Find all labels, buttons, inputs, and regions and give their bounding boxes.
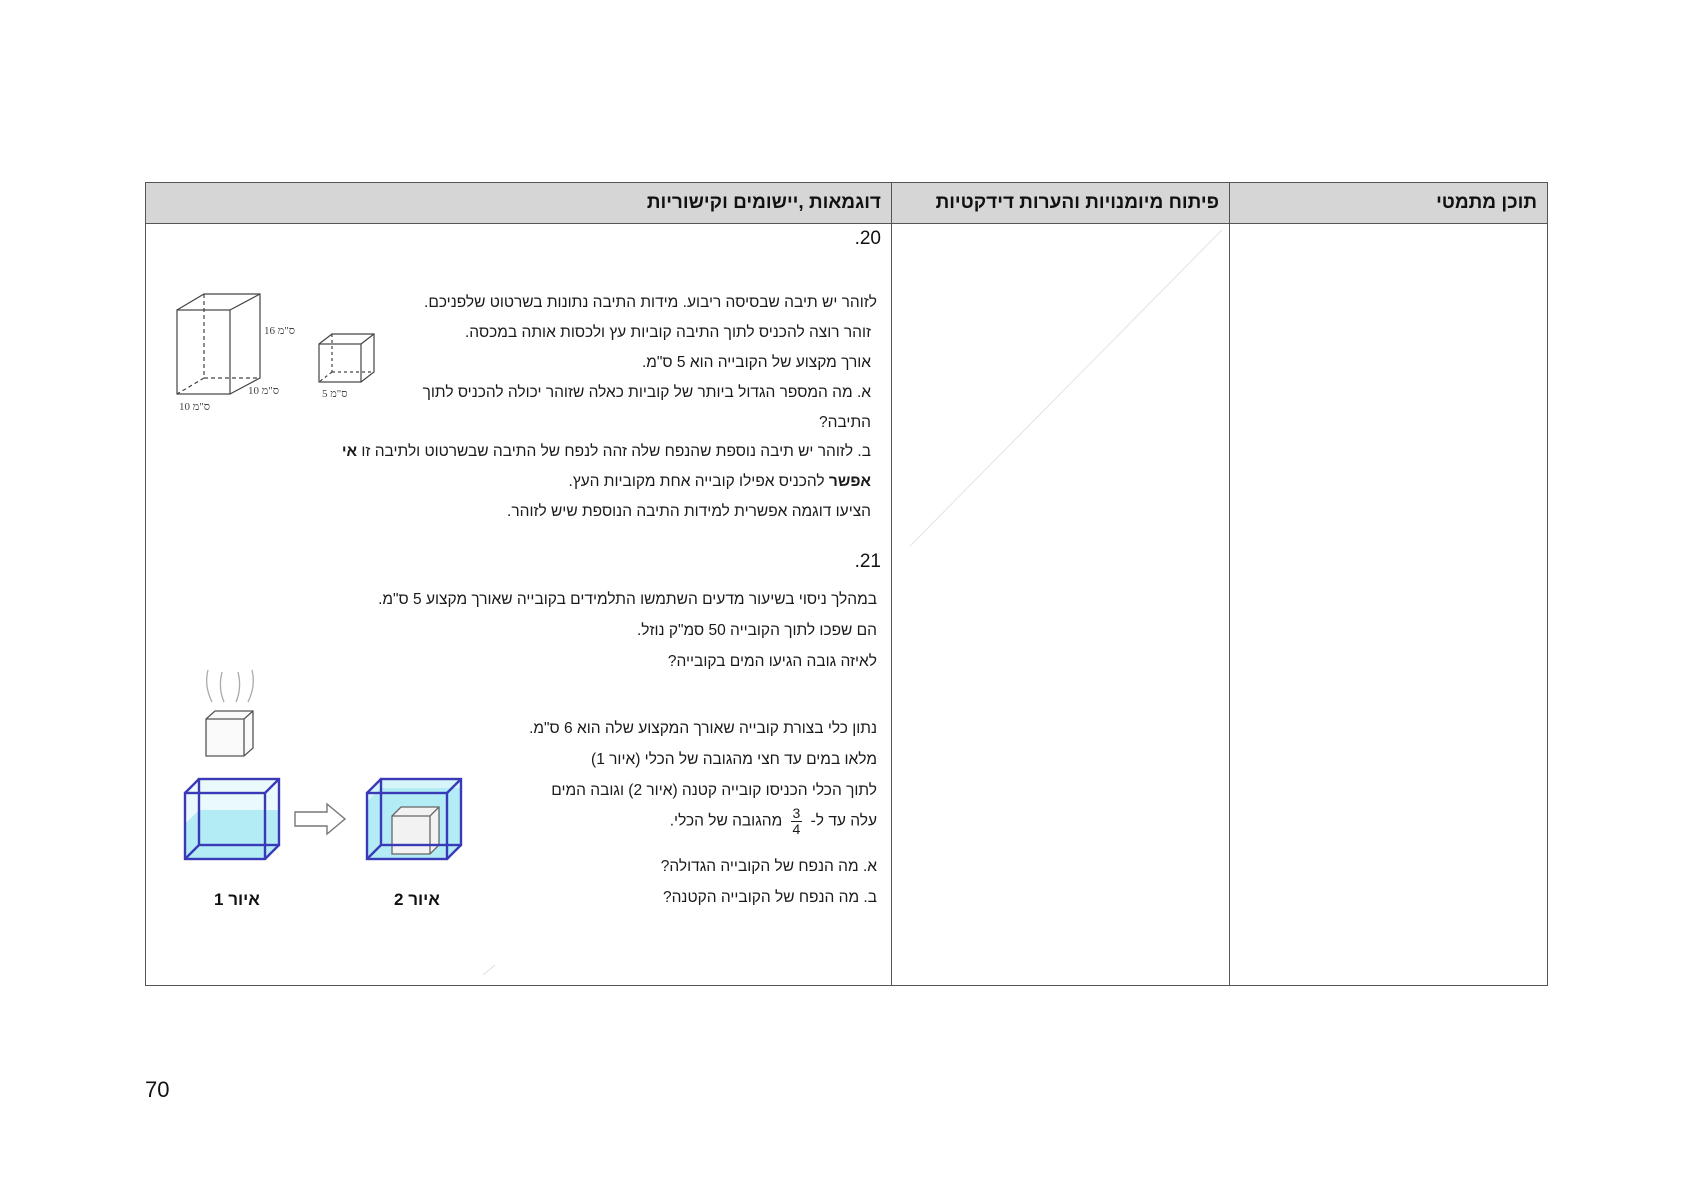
example-20-line-6 — [342, 443, 871, 461]
box-top-edge — [230, 294, 260, 310]
example-20-line-4: א. מה המספר הגדול ביותר של קוביות כאלה שזוהר יכולה להכניס לתוך — [422, 384, 871, 401]
figure-1-cube — [185, 779, 279, 859]
three-quarters-fraction — [791, 806, 803, 837]
cube-top-edge — [361, 334, 374, 344]
cube-back-edges — [319, 334, 374, 382]
example-20-line-7 — [569, 473, 871, 491]
example-21-line-6: לתוך הכלי הכניסו קובייה קטנה (איור 2) וגובה המים — [551, 782, 877, 799]
example-20-line-8: הציעו דוגמה אפשרית למידות התיבה הנוספת שיש לזוהר. — [507, 503, 871, 520]
box-depth-label: 10 ס"מ — [248, 385, 280, 397]
fraction-line-after: מהגובה של הכלי. — [669, 812, 783, 830]
header-examples: דוגמאות ,יישומים וקישוריות — [146, 183, 892, 224]
box-hidden-diagonal — [177, 378, 204, 394]
box-height-label: 16 ס"מ — [264, 325, 296, 337]
faint-diagonal-line — [892, 224, 1230, 554]
example-21-line-5: מלאו במים עד חצי מהגובה של הכלי (איור 1) — [591, 751, 877, 768]
example-21-line-2: הם שפכו לתוך הקובייה 50 סמ"ק נוזל. — [636, 622, 877, 639]
example-20-line-1: לזוהר יש תיבה שבסיסה ריבוע. מידות התיבה נתונות בשרטוט שלפניכם. — [424, 294, 877, 311]
curriculum-table — [145, 182, 1548, 986]
box-back-edges — [177, 294, 260, 394]
example-21-question-a: א. מה הנפח של הקובייה הגדולה? — [660, 858, 877, 875]
page-number: 70 — [145, 1077, 170, 1102]
example-20-line-7-text: להכניס אפילו קובייה אחת מקוביות העץ. — [568, 473, 825, 490]
cube-edge-label: 5 ס"מ — [322, 388, 348, 400]
box-and-cube-figure — [174, 284, 394, 414]
example-21-line-1: במהלך ניסוי בשיעור מדעים השתמשו התלמידים בקובייה שאורך מקצוע 5 ס"מ. — [378, 591, 877, 608]
fraction-line-before: עלה עד ל- — [810, 812, 877, 830]
example-20-line-6-text: ב. לזוהר יש תיבה נוספת שהנפח שלה זהה לנפח של התיבה שבשרטוט ולתיבה זו — [361, 443, 871, 460]
example-20-bold-word-1: אי — [341, 443, 358, 460]
scan-artifact-line — [481, 959, 501, 979]
example-20-number: .20 — [854, 228, 881, 249]
example-20-bold-word-2: אפשר — [828, 473, 871, 490]
figure-2-label: איור 2 — [394, 890, 440, 909]
cube-hidden-diagonal — [319, 372, 332, 382]
example-21-fraction-line — [670, 806, 877, 837]
table-header-row — [146, 183, 1548, 224]
figure-1-label: איור 1 — [214, 890, 260, 909]
example-21-line-4: נתון כלי בצורת קובייה שאורך המקצוע שלה הוא 6 ס"מ. — [529, 720, 877, 737]
example-21-question-b: ב. מה הנפח של הקובייה הקטנה? — [662, 889, 877, 906]
header-skills: פיתוח מיומנויות והערות דידקטיות — [892, 183, 1230, 224]
table-row — [146, 224, 1548, 986]
header-content: תוכן מתמטי — [1230, 183, 1548, 224]
box-width-label: 10 ס"מ — [179, 401, 211, 413]
falling-small-cube — [206, 711, 253, 756]
example-20-line-5: התיבה? — [819, 414, 871, 431]
example-21-number: .21 — [854, 551, 881, 572]
skills-cell — [892, 224, 1230, 986]
example-21-line-3: לאיזה גובה הגיעו המים בקובייה? — [667, 653, 877, 670]
steam-lines — [207, 670, 254, 702]
example-20-line-3: אורך מקצוע של הקובייה הוא 5 ס"מ. — [641, 354, 871, 371]
example-20-line-2: זוהר רוצה להכניס לתוך התיבה קוביות עץ ולכסות אותה במכסה. — [465, 324, 871, 341]
examples-cell — [146, 224, 892, 986]
content-cell — [1230, 224, 1548, 986]
fraction-numerator: 3 — [792, 805, 801, 821]
figure-2-cube — [367, 779, 461, 859]
water-cubes-figure — [182, 664, 472, 884]
right-arrow-icon — [295, 804, 345, 834]
fraction-denominator: 4 — [792, 821, 801, 837]
cube-front-face — [319, 344, 361, 382]
